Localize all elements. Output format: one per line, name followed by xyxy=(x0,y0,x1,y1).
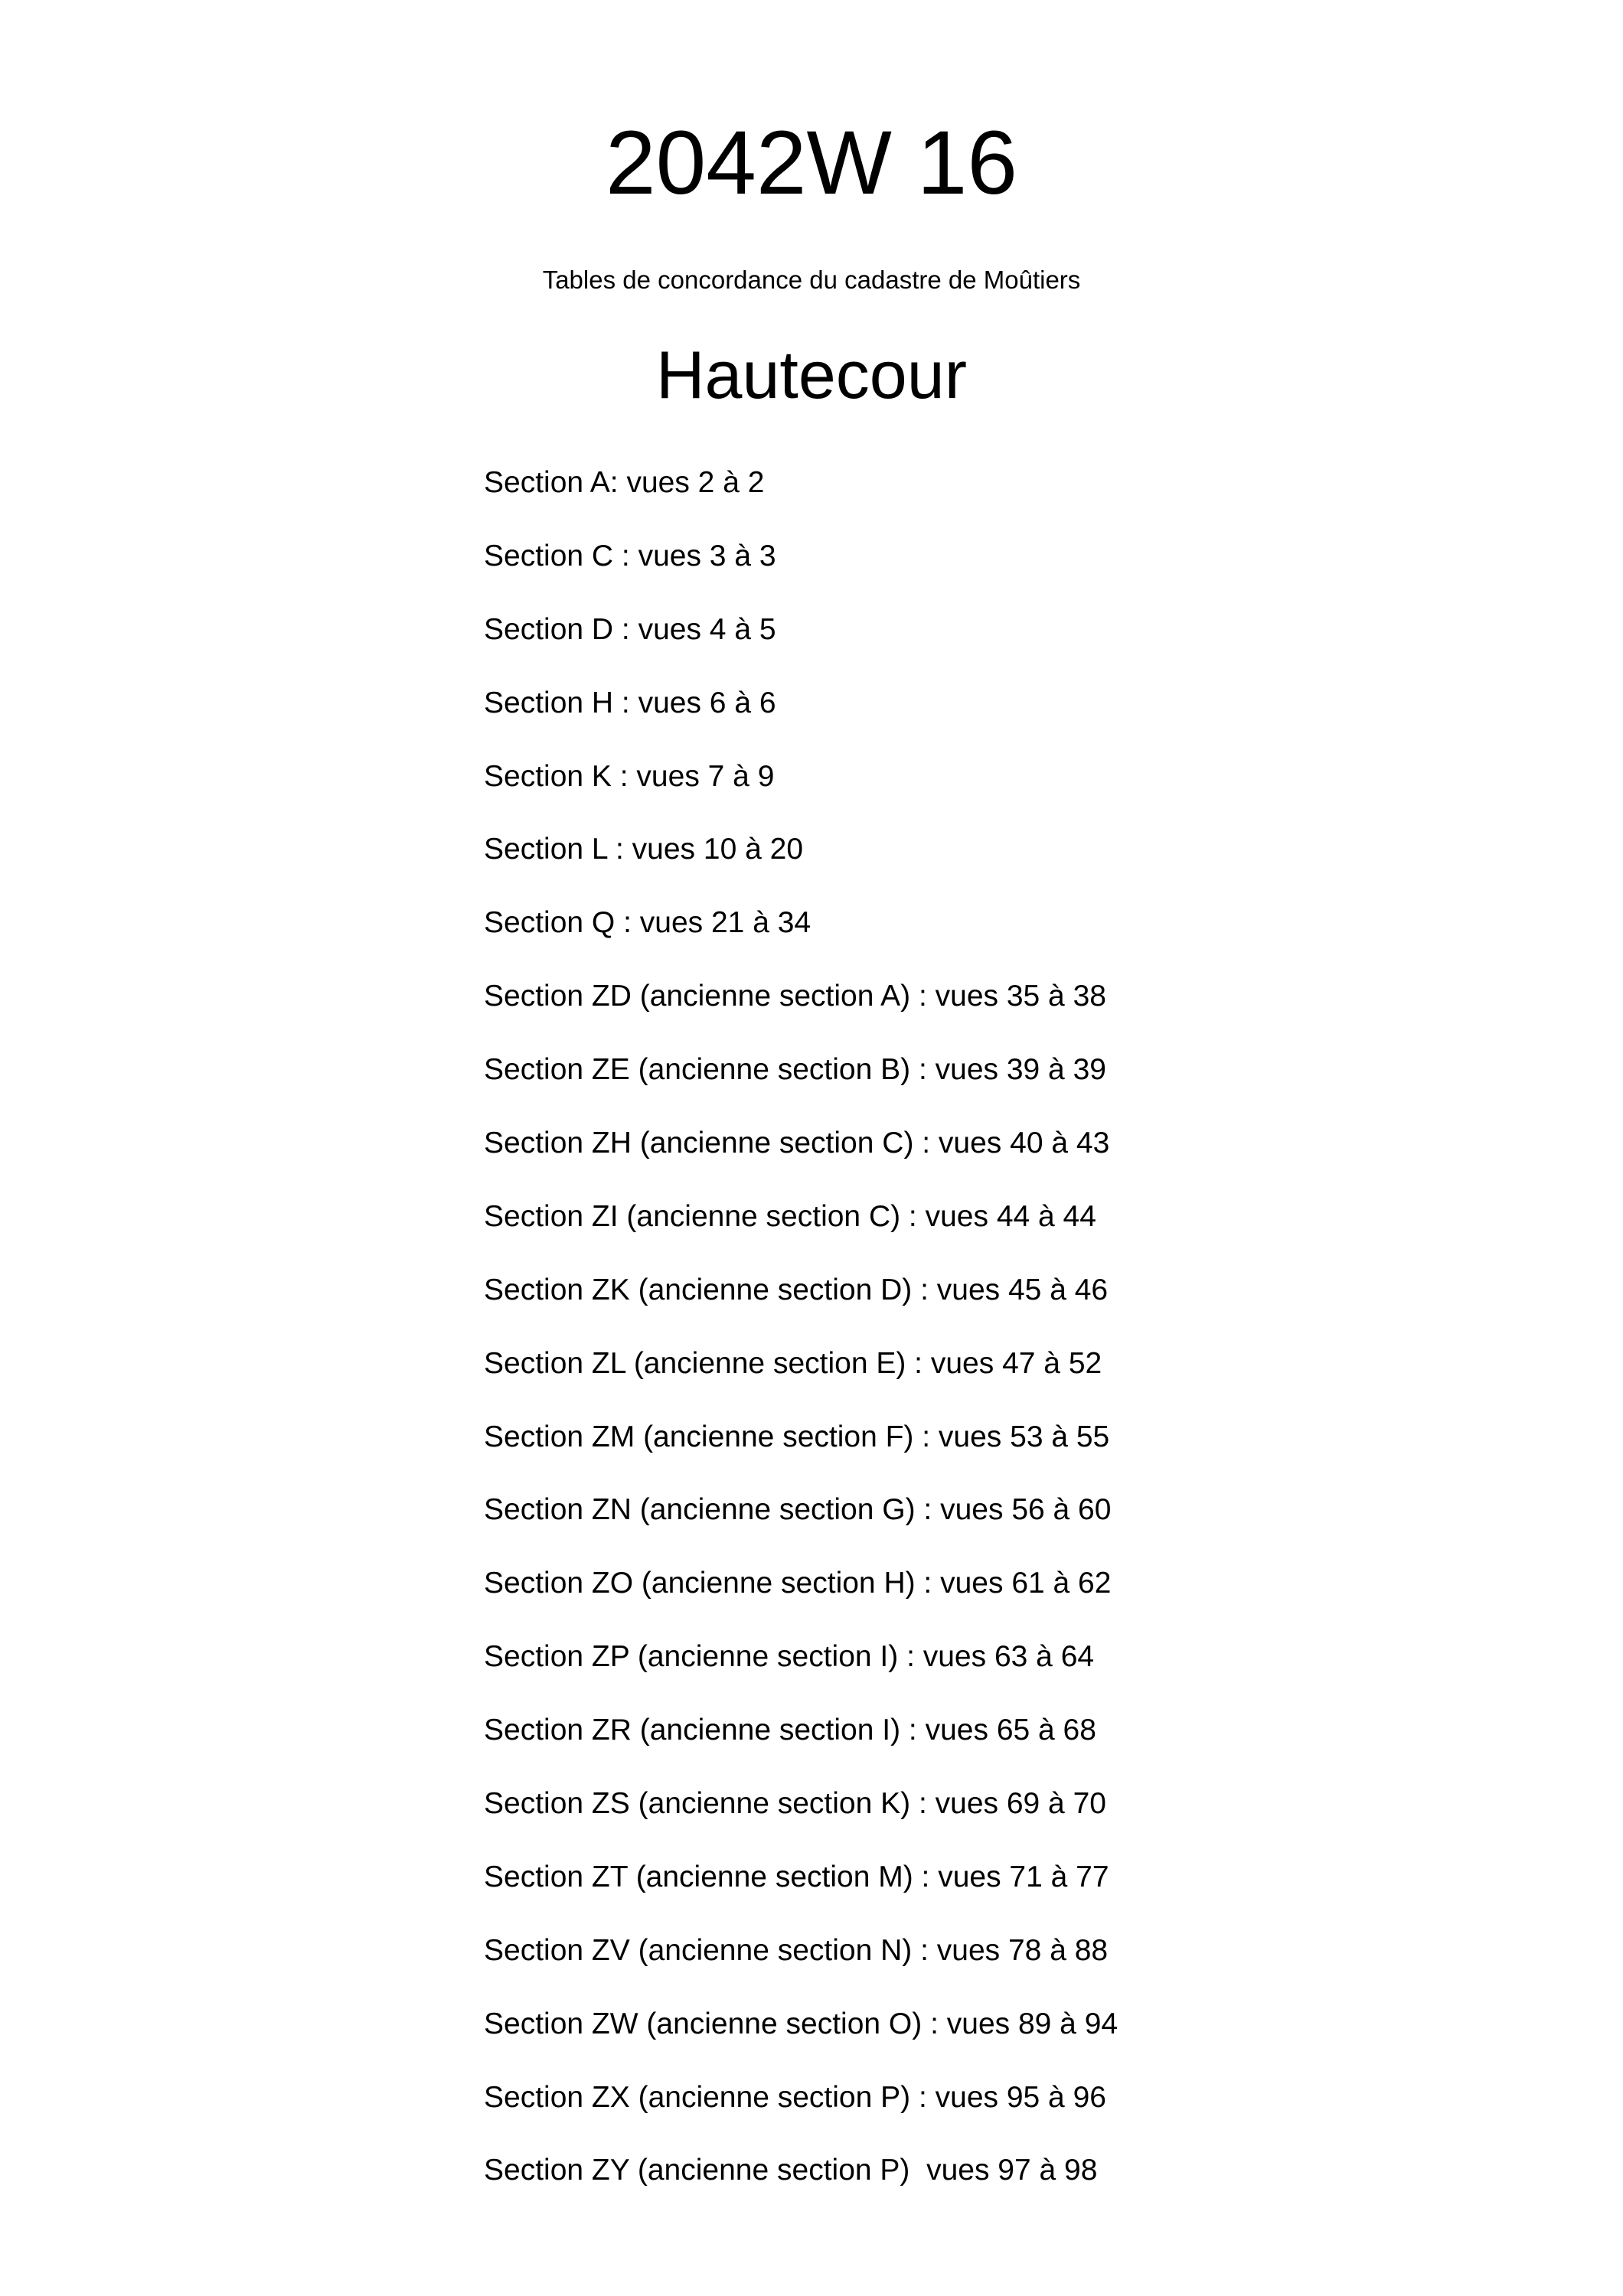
section-list-item: Section ZP (ancienne section I) : vues 63 à 64 xyxy=(484,1640,1095,1674)
section-list-item: Section ZL (ancienne section E) : vues 47 à 52 xyxy=(484,1346,1102,1380)
section-list xyxy=(484,464,1479,2225)
section-list-item: Section A: vues 2 à 2 xyxy=(484,466,765,499)
section-list-item: Section ZD (ancienne section A) : vues 35 à 38 xyxy=(484,980,1106,1013)
section-list-item: Section Q : vues 21 à 34 xyxy=(484,906,812,940)
section-list-item: Section ZV (ancienne section N) : vues 78 à 88 xyxy=(484,1933,1109,1967)
section-list-item: Section C : vues 3 à 3 xyxy=(484,539,776,572)
section-list-item: Section H : vues 6 à 6 xyxy=(484,686,776,719)
section-list-item: Section ZW (ancienne section O) : vues 89 à 94 xyxy=(484,2007,1118,2040)
section-list-item: Section ZS (ancienne section K) : vues 69 à 70 xyxy=(484,1787,1106,1821)
section-list-item: Section L : vues 10 à 20 xyxy=(484,833,804,866)
document-title: 2042W 16 xyxy=(606,113,1017,214)
section-list-item: Section ZY (ancienne section P) vues 97 à 98 xyxy=(484,2154,1098,2187)
section-list-item: Section ZK (ancienne section D) : vues 45 à 46 xyxy=(484,1273,1109,1306)
commune-title: Hautecour xyxy=(655,337,967,413)
section-list-item: Section ZM (ancienne section F) : vues 53 à 55 xyxy=(484,1420,1110,1453)
section-list-item: Section K : vues 7 à 9 xyxy=(484,759,775,793)
document-subtitle: Tables de concordance du cadastre de Moûtiers xyxy=(542,266,1081,294)
section-list-item: Section ZO (ancienne section H) : vues 61 à 62 xyxy=(484,1567,1112,1600)
section-list-item: Section ZT (ancienne section M) : vues 71 à 77 xyxy=(484,1860,1109,1893)
section-list-item: Section D : vues 4 à 5 xyxy=(484,612,776,646)
section-list-item: Section ZN (ancienne section G) : vues 56 à 60 xyxy=(484,1493,1112,1527)
section-list-item: Section ZE (ancienne section B) : vues 39 à 39 xyxy=(484,1053,1106,1087)
section-list-item: Section ZI (ancienne section C) : vues 44 à 44 xyxy=(484,1199,1096,1233)
section-list-item: Section ZX (ancienne section P) : vues 95 à 96 xyxy=(484,2080,1106,2114)
section-list-item: Section ZR (ancienne section I) : vues 65 à 68 xyxy=(484,1714,1096,1747)
section-list-item: Section ZH (ancienne section C) : vues 40 à 43 xyxy=(484,1127,1110,1160)
